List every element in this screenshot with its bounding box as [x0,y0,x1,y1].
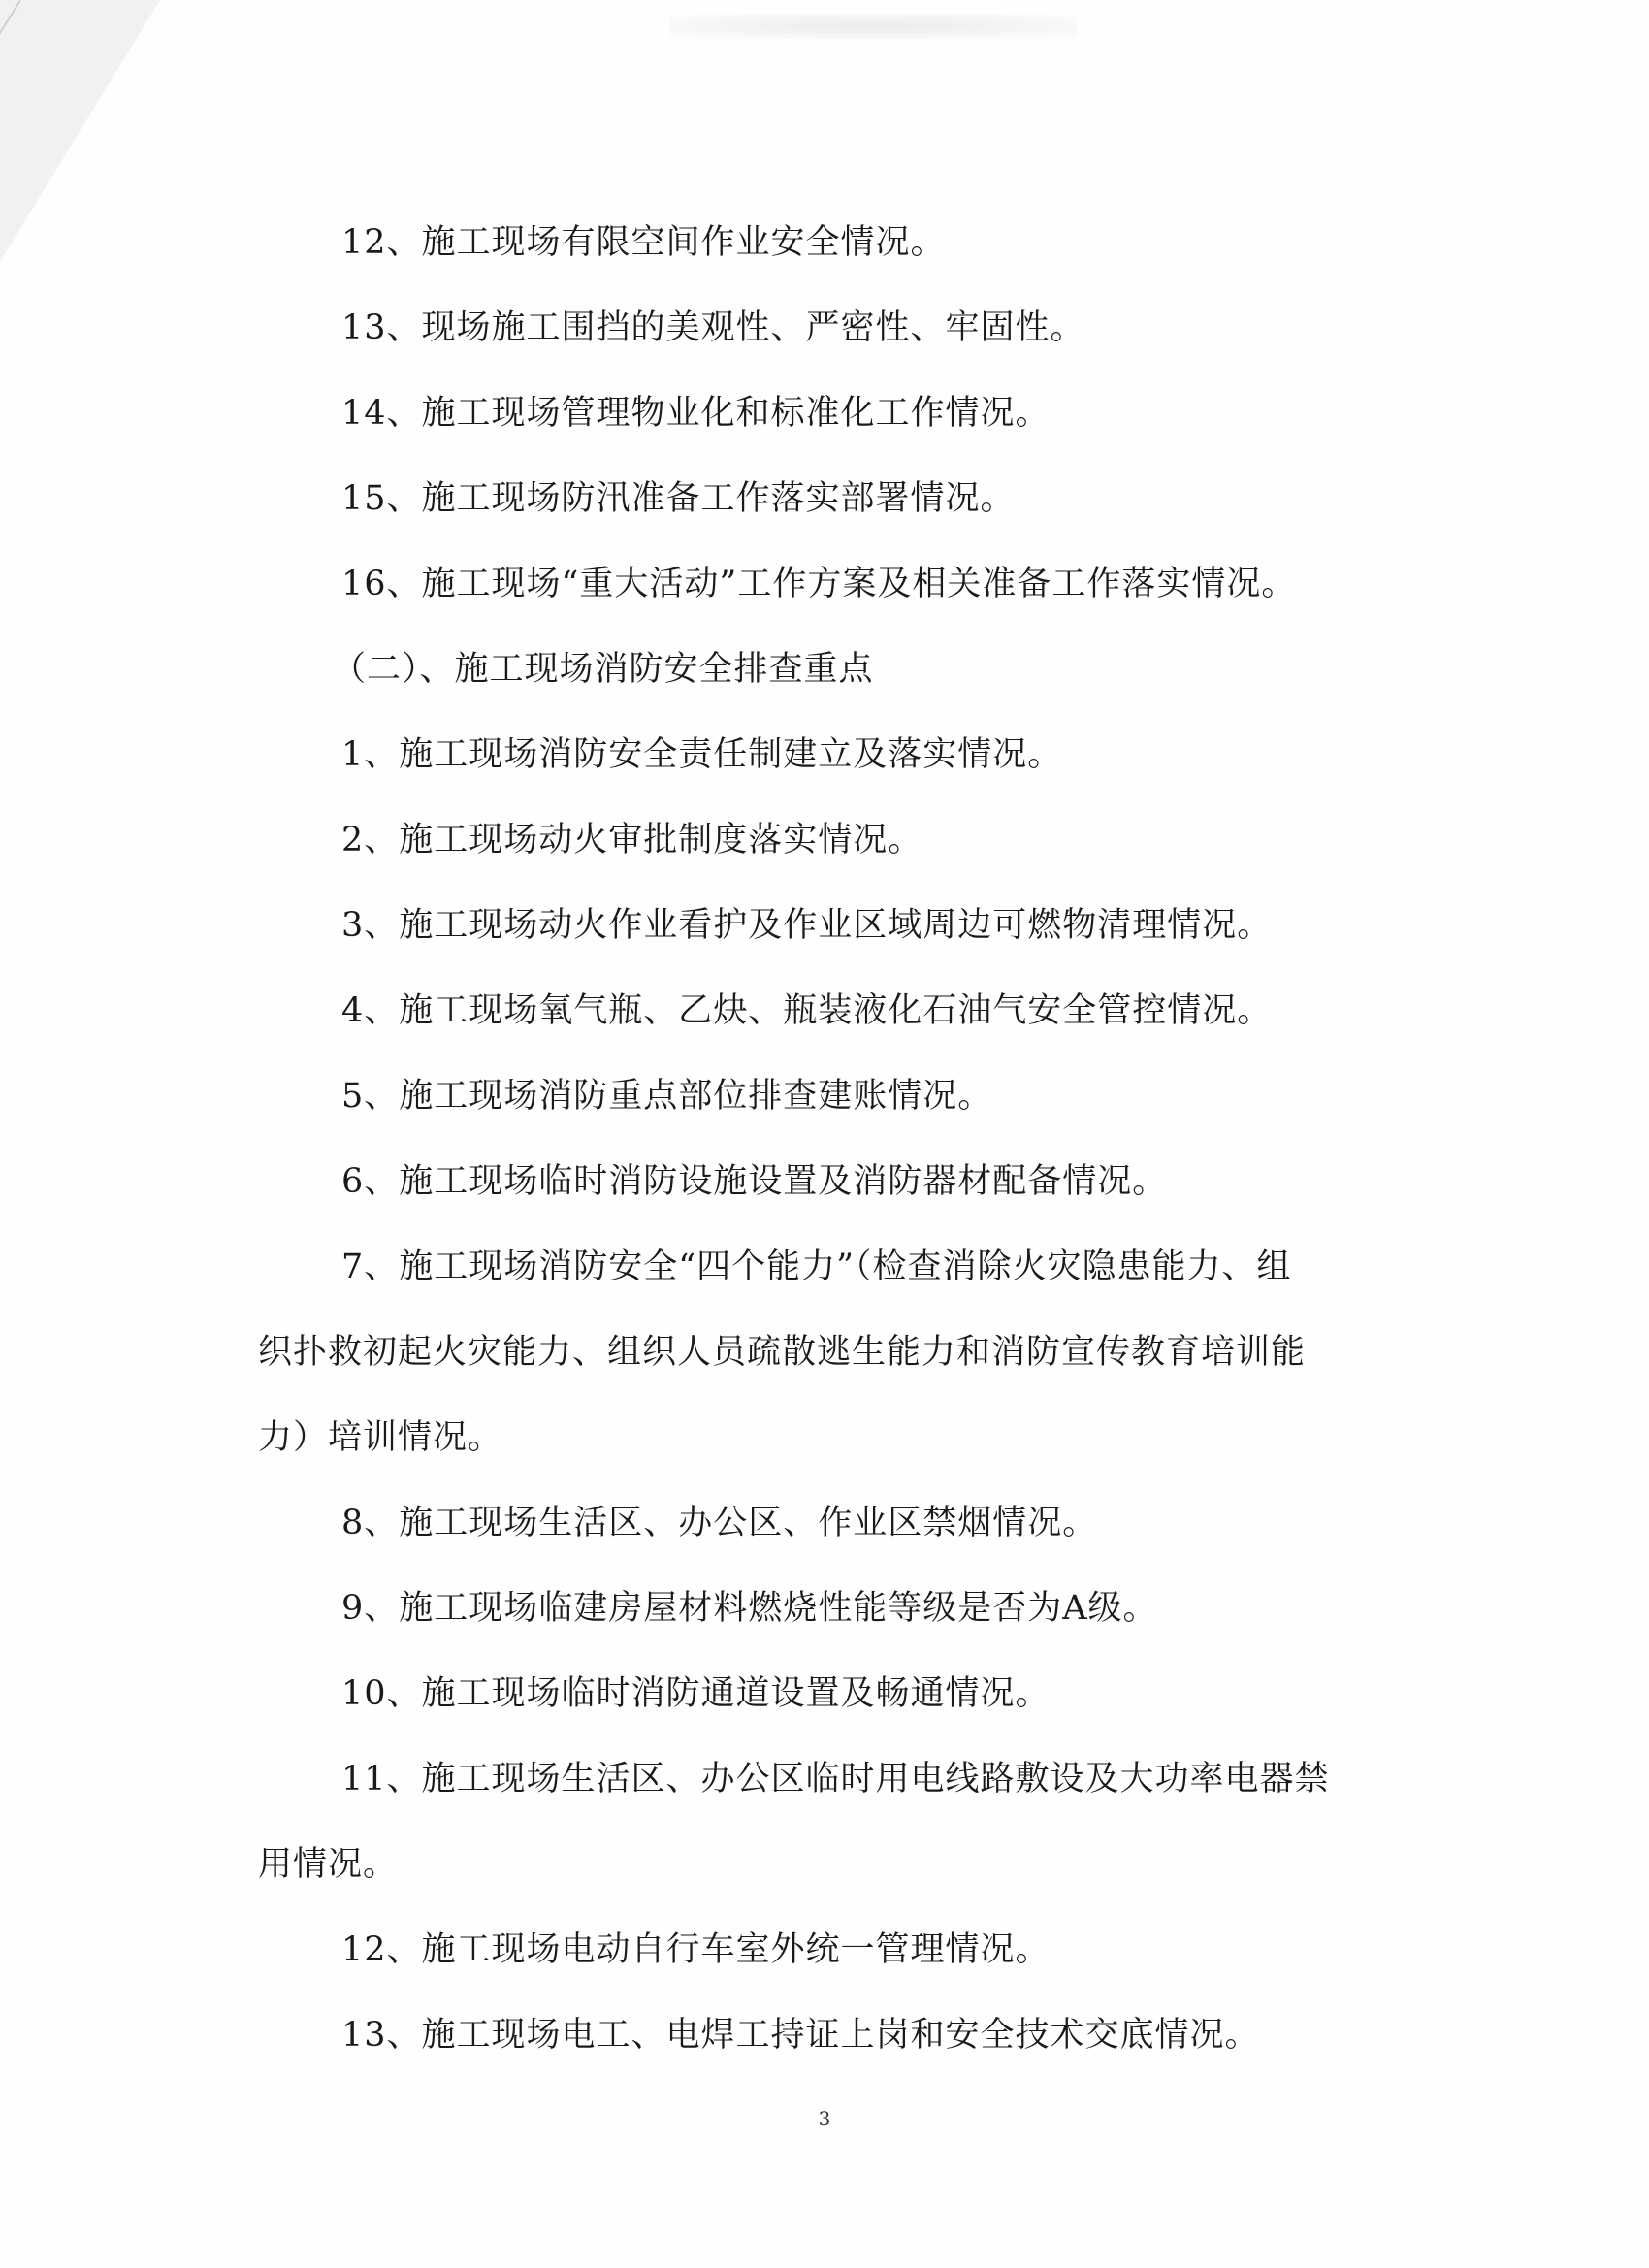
document-body [258,200,1403,2078]
item-13-hoarding: 13、现场施工围挡的美观性、严密性、牢固性。 [341,308,1085,347]
fire-item-3: 3、施工现场动火作业看护及作业区域周边可燃物清理情况。 [341,906,1273,945]
fire-item-11-line-1: 11、施工现场生活区、办公区临时用电线路敷设及大功率电器禁 [341,1760,1330,1798]
section-heading-fire-safety: （二）、施工现场消防安全排查重点 [332,650,874,689]
fire-item-9: 9、施工现场临建房屋材料燃烧性能等级是否为A级。 [341,1589,1158,1628]
fire-item-2: 2、施工现场动火审批制度落实情况。 [341,821,923,859]
fire-item-8: 8、施工现场生活区、办公区、作业区禁烟情况。 [341,1504,1098,1542]
fire-item-7-line-3: 力）培训情况。 [258,1418,503,1457]
fire-item-4: 4、施工现场氧气瓶、乙炔、瓶装液化石油气安全管控情况。 [341,991,1273,1030]
fire-item-7-line-1: 7、施工现场消防安全“四个能力”（检查消除火灾隐患能力、组 [341,1247,1292,1286]
item-14-standardization: 14、施工现场管理物业化和标准化工作情况。 [341,394,1051,433]
fire-item-1: 1、施工现场消防安全责任制建立及落实情况。 [341,735,1063,774]
page-number: 3 [818,2107,831,2130]
fire-item-6: 6、施工现场临时消防设施设置及消防器材配备情况。 [341,1162,1168,1201]
fire-item-11-line-2: 用情况。 [258,1845,399,1884]
fire-item-13: 13、施工现场电工、电焊工持证上岗和安全技术交底情况。 [341,2016,1260,2055]
scan-corner-fold [0,0,160,262]
scan-smudge [669,14,1077,39]
fire-item-12: 12、施工现场电动自行车室外统一管理情况。 [341,1930,1051,1969]
item-12-confined-space: 12、施工现场有限空间作业安全情况。 [341,223,946,262]
item-15-flood-prevention: 15、施工现场防汛准备工作落实部署情况。 [341,479,1016,518]
fire-item-7-line-2: 织扑救初起火灾能力、组织人员疏散逃生能力和消防宣传教育培训能 [258,1333,1307,1372]
item-16-major-events: 16、施工现场“重大活动”工作方案及相关准备工作落实情况。 [341,565,1297,603]
fire-item-10: 10、施工现场临时消防通道设置及畅通情况。 [341,1674,1051,1713]
fire-item-5: 5、施工现场消防重点部位排查建账情况。 [341,1077,993,1116]
